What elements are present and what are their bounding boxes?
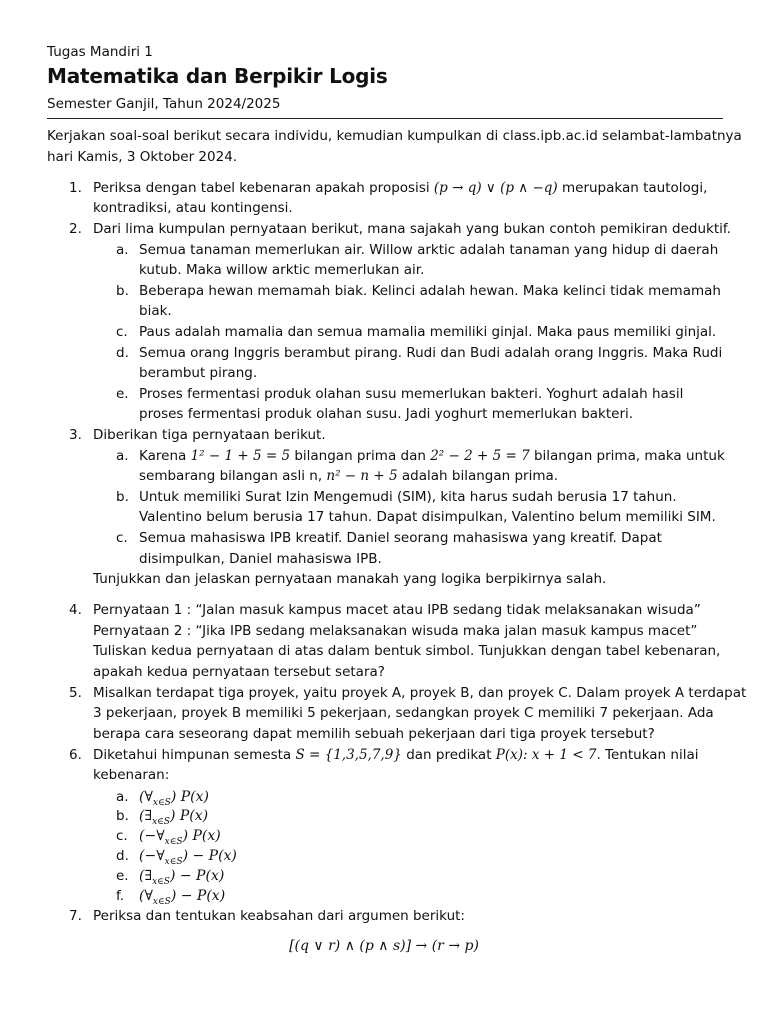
question-number: 3. <box>69 427 82 443</box>
q6-item-b-formula <box>139 807 208 825</box>
q6-item-c-formula <box>139 827 221 845</box>
q2-item-d-line-2: berambut pirang. <box>139 365 258 381</box>
q6-math-predicate: P(x): x + 1 < 7 <box>495 747 597 763</box>
q3a-text-3: bilangan prima, maka untuk <box>533 448 725 464</box>
predicate: ) P(x) <box>170 789 209 805</box>
predicate: ) − P(x) <box>170 888 226 904</box>
item-label: b. <box>116 808 129 824</box>
predicate: ) − P(x) <box>169 868 225 884</box>
question-number: 7. <box>69 908 82 924</box>
question-number: 1. <box>69 180 82 196</box>
q3-item-b-line-1: Untuk memiliki Surat Izin Mengemudi (SIM), kita harus sudah berusia 17 tahun. <box>139 489 677 505</box>
item-label: c. <box>116 828 128 844</box>
question-6-line-2: kebenaran: <box>93 767 170 783</box>
question-number: 4. <box>69 602 82 618</box>
quantifier-domain: x∈S <box>164 836 183 847</box>
question-number: 6. <box>69 747 82 763</box>
question-4-line-4: apakah kedua pernyataan tersebut setara? <box>93 664 385 680</box>
q3-item-c-line-2: disimpulkan, Daniel mahasiswa IPB. <box>139 551 382 567</box>
item-label: e. <box>116 868 129 884</box>
q3a-math-1: 1² − 1 + 5 = 5 <box>190 448 291 464</box>
quantifier: (∀ <box>139 789 153 805</box>
question-5-line-3: berapa cara seseorang dapat memilih sebuah pekerjaan dari tiga proyek tersebut? <box>93 726 655 742</box>
item-label: a. <box>116 789 129 805</box>
header-divider <box>47 118 723 119</box>
q1-text-pre: Periksa dengan tabel kebenaran apakah proposisi <box>93 180 430 196</box>
quantifier: (∀ <box>139 888 153 904</box>
quantifier-domain: x∈S <box>152 876 170 887</box>
question-number: 5. <box>69 685 82 701</box>
question-1-line-2: kontradiksi, atau kontingensi. <box>93 200 293 216</box>
q2-item-e-line-1: Proses fermentasi produk olahan susu memerlukan bakteri. Yoghurt adalah hasil <box>139 386 684 402</box>
q2-item-b-line-1: Beberapa hewan memamah biak. Kelinci adalah hewan. Maka kelinci tidak memamah <box>139 283 721 299</box>
item-label: d. <box>116 848 129 864</box>
item-label: c. <box>116 530 128 546</box>
q6-text-1: Diketahui himpunan semesta <box>93 747 292 763</box>
predicate: ) P(x) <box>169 808 209 824</box>
q2-item-a-line-2: kutub. Maka willow arktic memerlukan air. <box>139 262 425 278</box>
question-2-text: Dari lima kumpulan pernyataan berikut, mana sajakah yang bukan contoh pemikiran deduktif. <box>93 221 731 237</box>
predicate: ) − P(x) <box>182 848 237 864</box>
q6-text-3: . Tentukan nilai <box>596 747 699 763</box>
q3-item-a-line-2 <box>139 467 558 485</box>
q6-text-2: dan predikat <box>406 747 492 763</box>
q1-text-post: merupakan tautologi, <box>561 180 708 196</box>
q2-item-c-line-1: Paus adalah mamalia dan semua mamalia memiliki ginjal. Maka paus memiliki ginjal. <box>139 324 717 340</box>
item-label: c. <box>116 324 128 340</box>
quantifier-domain: x∈S <box>152 816 170 827</box>
question-4-line-2: Pernyataan 2 : “Jika IPB sedang melaksanakan wisuda maka jalan masuk kampus macet” <box>93 623 698 639</box>
question-7-text: Periksa dan tentukan keabsahan dari argumen berikut: <box>93 908 465 924</box>
q6-item-f-formula <box>139 887 225 905</box>
q3-closing: Tunjukkan dan jelaskan pernyataan manakah yang logika berpikirnya salah. <box>93 571 607 587</box>
q2-item-e-line-2: proses fermentasi produk olahan susu. Jadi yoghurt memerlukan bakteri. <box>139 406 634 422</box>
item-label: f. <box>116 888 125 904</box>
q3-item-c-line-1: Semua mahasiswa IPB kreatif. Daniel seorang mahasiswa yang kreatif. Dapat <box>139 530 662 546</box>
q6-item-a-formula <box>139 788 209 806</box>
quantifier: (∃ <box>139 808 153 824</box>
intro-line-2: hari Kamis, 3 Oktober 2024. <box>47 149 238 165</box>
q3-item-a-line-1 <box>139 447 725 465</box>
quantifier: (−∀ <box>139 828 165 844</box>
item-label: d. <box>116 345 129 361</box>
q3a-text-2: bilangan prima dan <box>294 448 426 464</box>
q3a-text-4: sembarang bilangan asli n, <box>139 468 323 484</box>
q7-argument-formula: [(q ∨ r) ∧ (p ∧ s)] → (r → p) <box>289 938 479 954</box>
predicate: ) P(x) <box>182 828 221 844</box>
q6-math-set: S = {1,3,5,7,9} <box>295 747 402 763</box>
q3a-text-5: adalah bilangan prima. <box>401 468 559 484</box>
q3a-text-1: Karena <box>139 448 187 464</box>
q6-item-e-formula <box>139 867 224 885</box>
semester-label: Semester Ganjil, Tahun 2024/2025 <box>47 96 281 112</box>
q2-item-d-line-1: Semua orang Inggris berambut pirang. Rudi dan Budi adalah orang Inggris. Maka Rudi <box>139 345 723 361</box>
q1-formula: (p → q) ∨ (p ∧ −q) <box>433 180 558 196</box>
question-number: 2. <box>69 221 82 237</box>
question-5-line-2: 3 pekerjaan, proyek B memiliki 5 pekerjaan, sedangkan proyek C memiliki 7 pekerjaan. Ada <box>93 705 714 721</box>
question-3-text: Diberikan tiga pernyataan berikut. <box>93 427 326 443</box>
question-4-line-1: Pernyataan 1 : “Jalan masuk kampus macet atau IPB sedang tidak melaksanakan wisuda” <box>93 602 701 618</box>
item-label: a. <box>116 448 129 464</box>
quantifier-domain: x∈S <box>152 797 171 808</box>
q2-item-b-line-2: biak. <box>139 303 172 319</box>
q2-item-a-line-1: Semua tanaman memerlukan air. Willow arktic adalah tanaman yang hidup di daerah <box>139 242 719 258</box>
question-6-line-1 <box>93 746 698 764</box>
q6-item-d-formula <box>139 847 237 865</box>
question-5-line-1: Misalkan terdapat tiga proyek, yaitu proyek A, proyek B, dan proyek C. Dalam proyek A terdapat <box>93 685 747 701</box>
question-4-line-3: Tuliskan kedua pernyataan di atas dalam bentuk simbol. Tunjukkan dengan tabel kebenaran, <box>93 643 721 659</box>
intro-line-1: Kerjakan soal-soal berikut secara individu, kemudian kumpulkan di class.ipb.ac.id selambat-lambatnya <box>47 128 742 144</box>
q3a-math-2: 2² − 2 + 5 = 7 <box>430 448 530 464</box>
quantifier: (−∀ <box>139 848 165 864</box>
q3-item-b-line-2: Valentino belum berusia 17 tahun. Dapat disimpulkan, Valentino belum memiliki SIM. <box>139 509 716 525</box>
item-label: e. <box>116 386 129 402</box>
quantifier: (∃ <box>139 868 153 884</box>
item-label: b. <box>116 283 129 299</box>
course-task-label: Tugas Mandiri 1 <box>47 44 153 60</box>
quantifier-domain: x∈S <box>164 856 183 867</box>
q3a-math-3: n² − n + 5 <box>326 468 398 484</box>
question-1-line-1 <box>93 179 707 197</box>
item-label: a. <box>116 242 129 258</box>
item-label: b. <box>116 489 129 505</box>
quantifier-domain: x∈S <box>152 896 171 907</box>
document-title: Matematika dan Berpikir Logis <box>47 64 388 88</box>
